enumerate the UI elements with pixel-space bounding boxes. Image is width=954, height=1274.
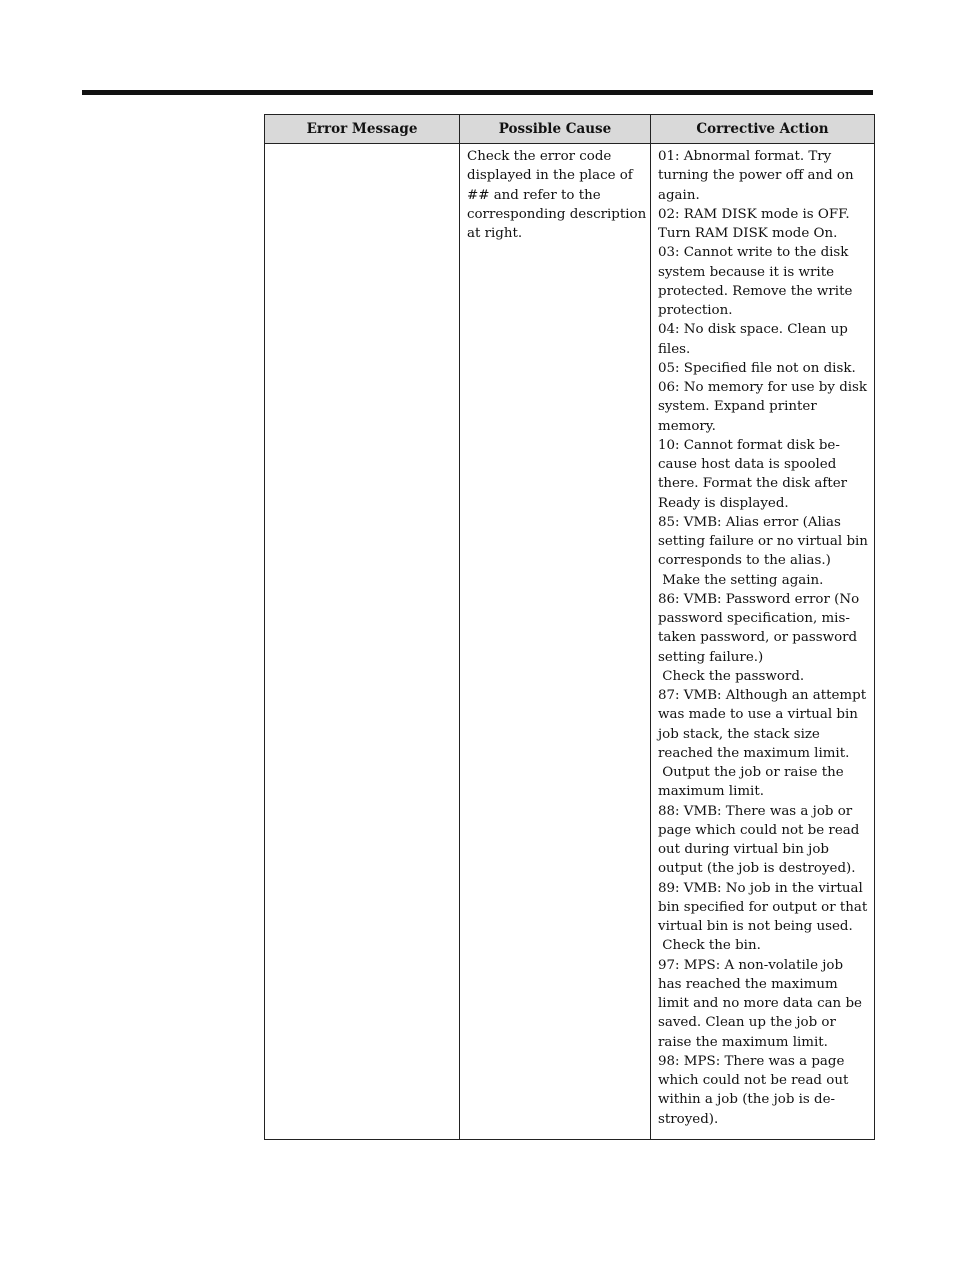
corrective-action-line: setting failure.)	[658, 649, 764, 665]
header-corrective-action: Corrective Action	[651, 115, 875, 144]
corrective-action-line: taken password, or password	[658, 630, 858, 646]
header-possible-cause: Possible Cause	[460, 115, 651, 144]
table-header-row	[265, 115, 875, 144]
corrective-action-line: Check the bin.	[658, 938, 761, 954]
corrective-action-line: 02: RAM DISK mode is OFF.	[658, 206, 850, 222]
table-row	[265, 144, 875, 1140]
header-rule	[82, 90, 873, 95]
corrective-action-line: 10: Cannot format disk be-	[658, 437, 840, 453]
corrective-action-line: which could not be read out	[658, 1073, 849, 1088]
corrective-action-line: stroyed).	[658, 1111, 719, 1127]
corrective-action-line: has reached the maximum	[658, 976, 838, 992]
corrective-action-line: 01: Abnormal format. Try	[658, 149, 832, 164]
corrective-action-line: 89: VMB: No job in the virtual	[658, 880, 863, 896]
corrective-action-line: Output the job or raise the	[658, 765, 844, 780]
corrective-action-line: turning the power off and on	[658, 168, 854, 184]
error-table	[264, 114, 875, 1140]
corrective-action-line: out during virtual bin job	[658, 842, 829, 857]
corrective-action-line: protected. Remove the write	[658, 283, 853, 299]
corrective-action-line: within a job (the job is de-	[658, 1092, 836, 1108]
corrective-action-line: system because it is write	[658, 264, 835, 280]
corrective-action-line: raise the maximum limit.	[658, 1034, 828, 1050]
corrective-action-line: setting failure or no virtual bin	[658, 534, 868, 549]
possible-cause-line: ## and refer to the	[467, 187, 601, 203]
error-message-cell	[265, 144, 460, 1140]
corrective-action-line: there. Format the disk after	[658, 476, 848, 492]
corrective-action-line: virtual bin is not being used.	[658, 919, 853, 934]
corrective-action-line: Turn RAM DISK mode On.	[658, 226, 838, 241]
corrective-action-line: 98: MPS: There was a page	[658, 1053, 845, 1069]
corrective-action-text	[658, 147, 874, 1129]
corrective-action-line: limit and no more data can be	[658, 996, 862, 1011]
corrective-action-line: 05: Specified file not on disk.	[658, 360, 856, 376]
corrective-action-line: 87: VMB: Although an attempt	[658, 688, 867, 703]
corrective-action-cell	[651, 144, 875, 1140]
corrective-action-line: 06: No memory for use by disk	[658, 380, 868, 395]
corrective-action-line: Ready is displayed.	[658, 495, 789, 511]
possible-cause-text	[467, 147, 650, 243]
corrective-action-line: protection.	[658, 303, 733, 318]
corrective-action-line: bin specified for output or that	[658, 899, 868, 915]
corrective-action-line: reached the maximum limit.	[658, 745, 850, 761]
corrective-action-line: again.	[658, 187, 700, 203]
corrective-action-line: system. Expand printer	[658, 399, 817, 415]
corrective-action-line: saved. Clean up the job or	[658, 1015, 836, 1031]
header-error-message: Error Message	[265, 115, 460, 144]
possible-cause-cell	[460, 144, 651, 1140]
corrective-action-line: output (the job is destroyed).	[658, 861, 856, 877]
corrective-action-line: 97: MPS: A non-volatile job	[658, 957, 844, 973]
corrective-action-line: job stack, the stack size	[658, 726, 820, 742]
corrective-action-line: 04: No disk space. Clean up	[658, 322, 848, 338]
corrective-action-line: files.	[658, 341, 691, 357]
corrective-action-line: corresponds to the alias.)	[658, 553, 831, 569]
corrective-action-line: memory.	[658, 418, 716, 434]
corrective-action-line: Make the setting again.	[658, 572, 824, 588]
corrective-action-line: password specification, mis-	[658, 611, 850, 626]
corrective-action-line: 88: VMB: There was a job or	[658, 803, 853, 819]
corrective-action-line: was made to use a virtual bin	[658, 707, 858, 723]
corrective-action-line: 03: Cannot write to the disk	[658, 245, 849, 261]
corrective-action-line: maximum limit.	[658, 784, 764, 800]
corrective-action-line: 86: VMB: Password error (No	[658, 591, 860, 607]
possible-cause-line: displayed in the place of	[467, 168, 633, 184]
corrective-action-line: 85: VMB: Alias error (Alias	[658, 514, 841, 530]
corrective-action-line: Check the password.	[658, 668, 805, 684]
corrective-action-line: cause host data is spooled	[658, 457, 837, 472]
possible-cause-line: at right.	[467, 226, 523, 241]
possible-cause-line: corresponding description	[467, 206, 647, 222]
possible-cause-line: Check the error code	[467, 149, 612, 164]
corrective-action-line: page which could not be read	[658, 822, 860, 838]
